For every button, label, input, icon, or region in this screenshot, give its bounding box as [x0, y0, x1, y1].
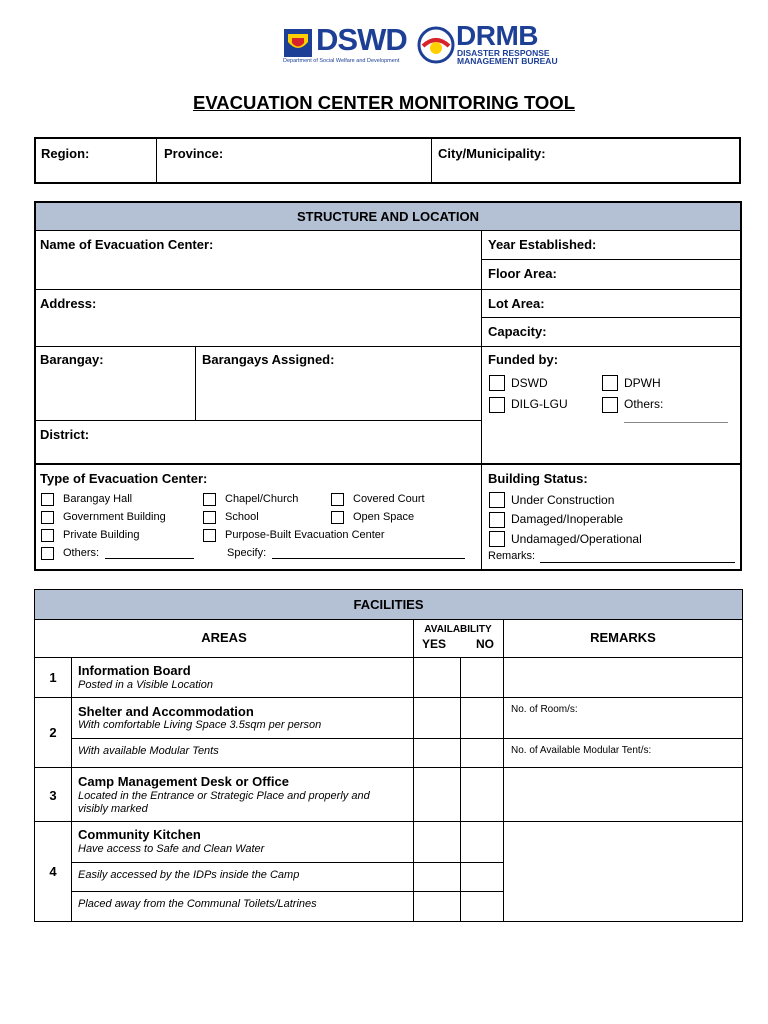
funded-dswd-checkbox[interactable] [489, 375, 505, 391]
funded-dpwh-label: DPWH [624, 376, 661, 390]
floor-area-label: Floor Area: [488, 266, 557, 281]
barangays-assigned-label: Barangays Assigned: [202, 352, 335, 367]
status-undamaged-label: Undamaged/Operational [511, 532, 642, 546]
address-label: Address: [40, 296, 97, 311]
row-3-title: Camp Management Desk or Office [78, 774, 289, 789]
type-open-space-checkbox[interactable] [331, 511, 344, 524]
type-private-building-label: Private Building [63, 529, 140, 541]
type-covered-court-checkbox[interactable] [331, 493, 344, 506]
type-open-space-label: Open Space [353, 511, 415, 523]
row-4-subtitle-3: Placed away from the Communal Toilets/Latrines [78, 898, 317, 910]
page-title: EVACUATION CENTER MONITORING TOOL [193, 92, 575, 113]
specify-label: Specify: [227, 547, 267, 559]
type-barangay-hall-checkbox[interactable] [41, 493, 54, 506]
dswd-emblem-icon [283, 28, 313, 58]
type-purpose-built-label: Purpose-Built Evacuation Center [225, 529, 385, 541]
drmb-logo-subtext-1: DISASTER RESPONSE [457, 48, 550, 58]
status-damaged-label: Damaged/Inoperable [511, 512, 624, 526]
funded-dpwh-checkbox[interactable] [602, 375, 618, 391]
row-4-number: 4 [49, 864, 57, 879]
specify-underline[interactable] [272, 558, 465, 559]
region-label: Region: [41, 146, 90, 161]
drmb-logo-text: DRMB [456, 20, 538, 51]
row-2-subtitle-2: With available Modular Tents [78, 745, 219, 757]
type-government-building-label: Government Building [63, 511, 166, 523]
funded-dilg-label: DILG-LGU [511, 397, 568, 411]
dswd-logo [283, 22, 418, 66]
type-others-checkbox[interactable] [41, 547, 54, 560]
funded-dilg-checkbox[interactable] [489, 397, 505, 413]
district-label: District: [40, 427, 90, 442]
funded-others-checkbox[interactable] [602, 397, 618, 413]
row-2-remark: No. of Room/s: [511, 704, 578, 715]
location-box [34, 137, 741, 184]
status-remarks-underline[interactable] [540, 562, 735, 563]
drmb-emblem-icon [417, 26, 455, 64]
capacity-label: Capacity: [488, 324, 547, 339]
barangay-label: Barangay: [40, 352, 104, 367]
facilities-heading: FACILITIES [353, 597, 424, 612]
status-remarks-label: Remarks: [488, 550, 536, 562]
type-government-building-checkbox[interactable] [41, 511, 54, 524]
row-2-title: Shelter and Accommodation [78, 704, 254, 719]
type-purpose-built-checkbox[interactable] [203, 529, 216, 542]
row-3-subtitle: Located in the Entrance or Strategic Place and properly and visibly marked [78, 790, 370, 815]
year-established-label: Year Established: [488, 237, 597, 252]
row-1-no-cell[interactable] [461, 658, 503, 697]
dswd-logo-text: DSWD [316, 22, 407, 57]
status-undamaged-checkbox[interactable] [489, 531, 505, 547]
type-others-underline[interactable] [105, 558, 194, 559]
dswd-logo-subtext: Department of Social Welfare and Development [283, 58, 400, 64]
center-name-label: Name of Evacuation Center: [40, 237, 214, 252]
row-4-subtitle-2: Easily accessed by the IDPs inside the Camp [78, 869, 300, 881]
province-label: Province: [164, 146, 224, 161]
type-label: Type of Evacuation Center: [40, 471, 208, 486]
lot-area-label: Lot Area: [488, 296, 545, 311]
type-chapel-label: Chapel/Church [225, 493, 299, 505]
row-4-subtitle: Have access to Safe and Clean Water [78, 843, 265, 855]
row-1-subtitle: Posted in a Visible Location [78, 679, 213, 691]
city-label: City/Municipality: [438, 146, 546, 161]
row-1-yes-cell[interactable] [414, 658, 460, 697]
funded-others-label: Others: [624, 397, 664, 411]
type-school-label: School [225, 511, 259, 523]
row-1-title: Information Board [78, 663, 191, 678]
status-damaged-checkbox[interactable] [489, 512, 505, 528]
row-2-remark-2: No. of Available Modular Tent/s: [511, 745, 652, 756]
funded-others-underline[interactable] [624, 422, 728, 423]
status-under-construction-label: Under Construction [511, 493, 615, 507]
type-others-label: Others: [63, 547, 100, 559]
structure-heading: STRUCTURE AND LOCATION [297, 209, 479, 224]
type-chapel-checkbox[interactable] [203, 493, 216, 506]
availability-column-header: AVAILABILITY [424, 624, 492, 635]
funded-dswd-label: DSWD [511, 376, 548, 390]
funded-by-label: Funded by: [488, 352, 559, 367]
row-3-number: 3 [49, 788, 57, 803]
drmb-logo [417, 20, 558, 66]
areas-column-header: AREAS [201, 630, 247, 645]
yes-column-header: YES [422, 637, 447, 651]
row-1-number: 1 [49, 670, 57, 685]
drmb-logo-subtext-2: MANAGEMENT BUREAU [457, 56, 558, 66]
row-4-title: Community Kitchen [78, 827, 201, 842]
type-private-building-checkbox[interactable] [41, 529, 54, 542]
type-barangay-hall-label: Barangay Hall [63, 493, 133, 505]
row-2-number: 2 [49, 725, 57, 740]
status-under-construction-checkbox[interactable] [489, 492, 505, 508]
remarks-column-header: REMARKS [590, 630, 656, 645]
no-column-header: NO [476, 637, 494, 651]
type-covered-court-label: Covered Court [353, 493, 425, 505]
building-status-label: Building Status: [488, 471, 588, 486]
row-2-subtitle: With comfortable Living Space 3.5sqm per person [78, 719, 322, 731]
type-school-checkbox[interactable] [203, 511, 216, 524]
